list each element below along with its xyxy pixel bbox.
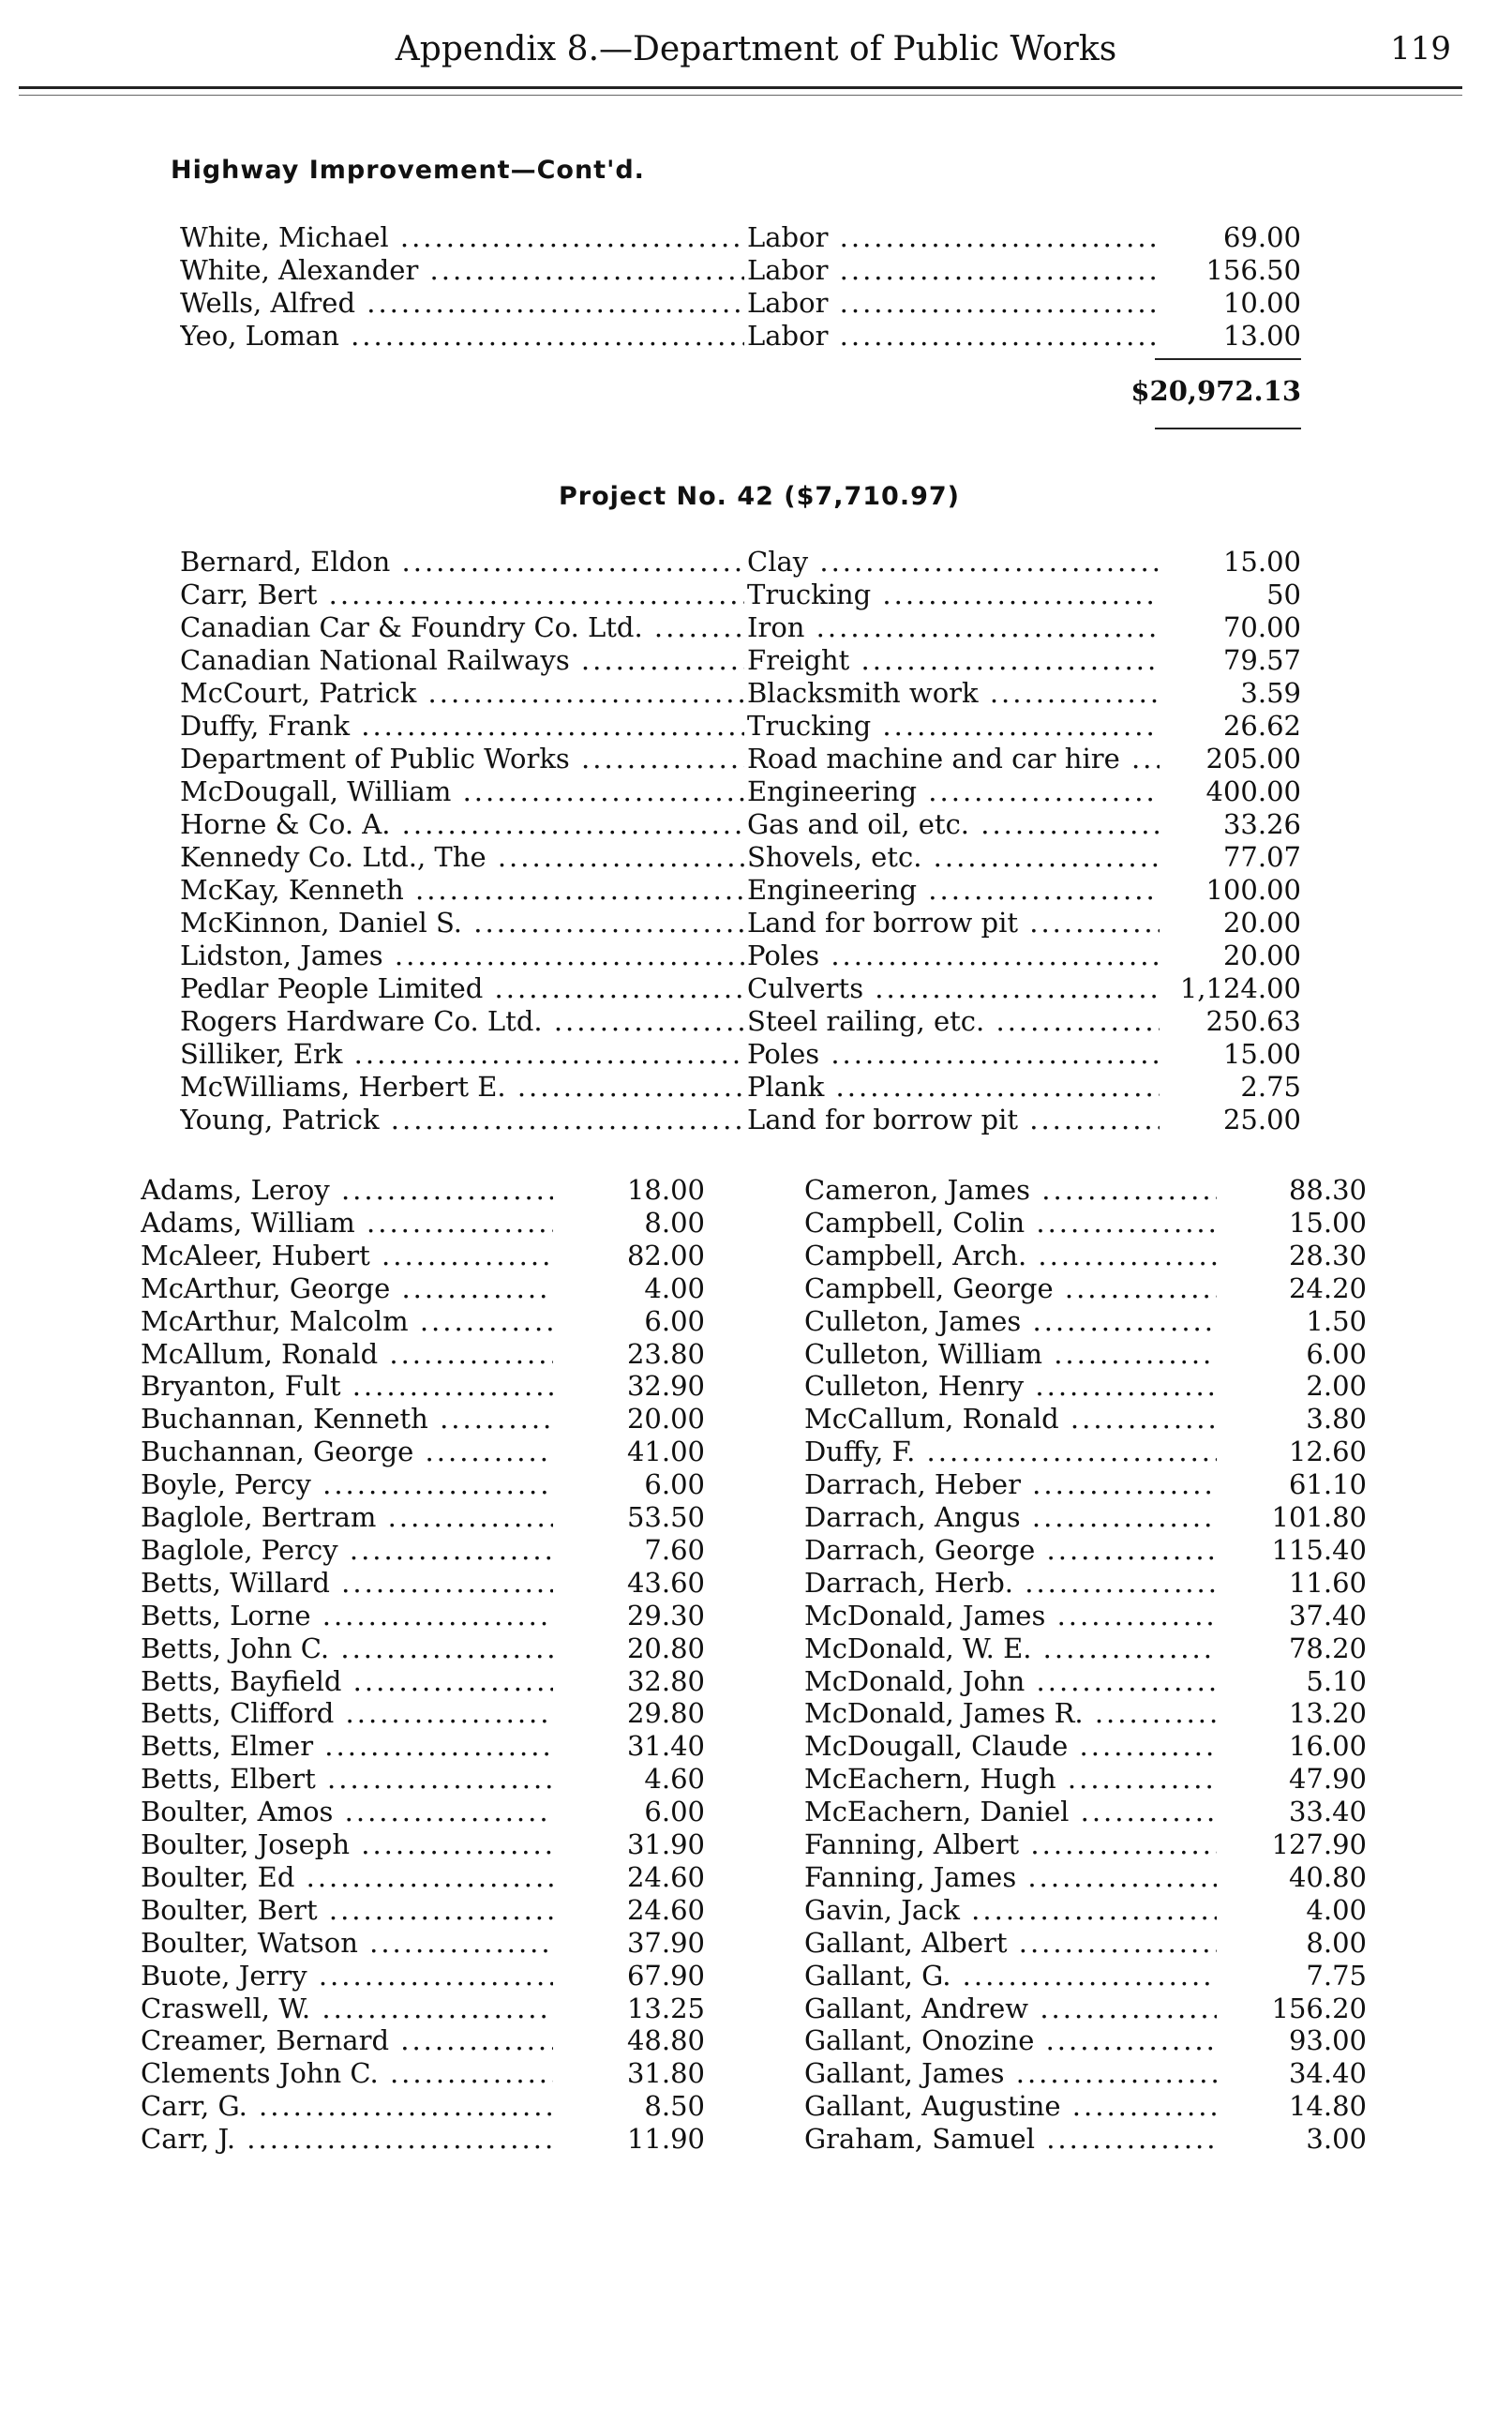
amount: 7.75 [1306,1959,1367,1992]
amount: 14.80 [1288,2090,1367,2123]
payee-name: Campbell, Colin ..... [804,1207,1217,1239]
project-row [0,841,1512,873]
amount: 15.00 [1288,1206,1367,1239]
payee-name: Buchannan, Kenneth ..... [141,1403,553,1435]
list-item [0,2123,1512,2155]
item-description: Gas and oil, etc. ..... [747,808,1160,840]
list-item [0,1174,1512,1206]
project-row [0,1038,1512,1070]
item-description: Poles ..... [747,940,1160,971]
amount: 3.00 [1306,2123,1367,2156]
list-item [0,1960,1512,1992]
item-description: Blacksmith work ..... [747,677,1160,709]
item-description: Labor ..... [747,221,1160,253]
payee-name: Canadian National Railways ..... [180,644,744,676]
item-description: Engineering ..... [747,775,1160,807]
payee-name: Fanning, Albert ..... [804,1828,1217,1860]
amount: 69.00 [1222,221,1301,253]
payee-name: McDonald, James ..... [804,1600,1217,1632]
project-row [0,611,1512,643]
amount: 33.26 [1222,808,1301,840]
amount: 127.90 [1271,1828,1367,1860]
payee-name: McEachern, Daniel ..... [804,1796,1217,1827]
payee-name: Baglole, Bertram ..... [141,1501,553,1533]
payee-name: McDougall, Claude ..... [804,1730,1217,1762]
project-row [0,546,1512,578]
amount: 11.90 [626,2123,705,2156]
amount: 12.60 [1288,1436,1367,1468]
highway-row [0,254,1512,286]
highway-row [0,287,1512,319]
amount: 8.00 [1306,1926,1367,1959]
amount: 88.30 [1288,1174,1367,1206]
list-item [0,1861,1512,1893]
payee-name: Betts, John C. ..... [141,1632,553,1664]
amount: 1.50 [1306,1304,1367,1337]
amount: 8.50 [644,2090,705,2123]
payee-name: Bernard, Eldon ..... [180,546,744,578]
amount: 23.80 [626,1337,705,1370]
payee-name: Young, Patrick ..... [180,1104,744,1135]
amount: 31.90 [626,1828,705,1860]
amount: 26.62 [1222,710,1301,742]
payee-name: Cameron, James ..... [804,1174,1217,1206]
amount: 18.00 [626,1174,705,1206]
list-item [0,1600,1512,1632]
amount: 13.00 [1222,320,1301,352]
item-description: Labor ..... [747,254,1160,286]
amount: 77.07 [1222,841,1301,873]
payee-name: Darrach, Angus ..... [804,1501,1217,1533]
list-item [0,1501,1512,1533]
list-item [0,2057,1512,2089]
payee-name: Culleton, William ..... [804,1338,1217,1370]
amount: 31.80 [626,2057,705,2090]
payee-name: Fanning, James ..... [804,1861,1217,1893]
payee-name: Pedlar People Limited ..... [180,972,744,1004]
list-item [0,1534,1512,1566]
amount: 37.90 [626,1926,705,1959]
project-row [0,743,1512,774]
payee-name: Adams, William ..... [141,1207,553,1239]
list-item [0,1403,1512,1435]
project-row [0,1071,1512,1103]
list-item [0,1436,1512,1467]
amount: 205.00 [1205,743,1301,774]
payee-name: Betts, Clifford ..... [141,1697,553,1729]
list-item [0,1567,1512,1599]
highway-row [0,221,1512,253]
payee-name: Duffy, Frank ..... [180,710,744,742]
payee-name: Boulter, Bert ..... [141,1894,553,1926]
list-item [0,1207,1512,1239]
amount: 79.57 [1222,644,1301,676]
payee-name: Boulter, Amos ..... [141,1796,553,1827]
payee-name: Creamer, Bernard ..... [141,2024,553,2056]
payee-name: Boyle, Percy ..... [141,1468,553,1500]
amount: 78.20 [1288,1632,1367,1664]
amount: 28.30 [1288,1239,1367,1271]
project-row [0,1104,1512,1135]
payee-name: McWilliams, Herbert E. ..... [180,1071,744,1103]
amount: 100.00 [1205,874,1301,906]
page-number: 119 [1390,30,1451,68]
payee-name: Adams, Leroy ..... [141,1174,553,1206]
payee-name: Gallant, Albert ..... [804,1927,1217,1959]
project-row [0,808,1512,840]
payee-name: Betts, Willard ..... [141,1567,553,1599]
list-item [0,1305,1512,1337]
payee-name: Culleton, James ..... [804,1305,1217,1337]
list-item [0,1730,1512,1762]
amount: 29.80 [626,1697,705,1730]
payee-name: McKinnon, Daniel S. ..... [180,907,744,939]
list-item [0,1338,1512,1370]
amount: 29.30 [626,1599,705,1632]
payee-name: Darrach, George ..... [804,1534,1217,1566]
amount: 47.90 [1288,1763,1367,1796]
total-rule-bottom [1155,428,1301,429]
amount: 31.40 [626,1730,705,1763]
amount: 13.20 [1288,1697,1367,1730]
amount: 101.80 [1271,1501,1367,1533]
amount: 5.10 [1306,1664,1367,1697]
payee-name: Baglole, Percy ..... [141,1534,553,1566]
item-description: Steel railing, etc. ..... [747,1005,1160,1037]
item-description: Poles ..... [747,1038,1160,1070]
payee-name: Horne & Co. A. ..... [180,808,744,840]
amount: 20.00 [1222,940,1301,971]
payee-name: Canadian Car & Foundry Co. Ltd. ..... [180,611,744,643]
payee-name: Gallant, Augustine ..... [804,2090,1217,2122]
payee-name: Betts, Bayfield ..... [141,1665,553,1697]
amount: 50 [1266,579,1301,610]
amount: 400.00 [1205,775,1301,807]
amount: 24.20 [1288,1271,1367,1304]
list-item [0,1468,1512,1500]
project-row [0,1005,1512,1037]
highway-heading: Highway Improvement—Cont'd. [171,156,645,185]
payee-name: Rogers Hardware Co. Ltd. ..... [180,1005,744,1037]
payee-name: Boulter, Ed ..... [141,1861,553,1893]
item-description: Road machine and car hire ..... [747,743,1160,774]
item-description: Plank ..... [747,1071,1160,1103]
list-item [0,1992,1512,2024]
item-description: Freight ..... [747,644,1160,676]
project-row [0,710,1512,742]
list-item [0,1894,1512,1926]
payee-name: McAllum, Ronald ..... [141,1338,553,1370]
payee-name: McDonald, James R. ..... [804,1697,1217,1729]
amount: 24.60 [626,1893,705,1926]
payee-name: Clements John C. ..... [141,2057,553,2089]
payee-name: McAleer, Hubert ..... [141,1240,553,1271]
payee-name: Betts, Elbert ..... [141,1763,553,1795]
payee-name: Department of Public Works ..... [180,743,744,774]
payee-name: Carr, G. ..... [141,2090,553,2122]
item-description: Land for borrow pit ..... [747,1104,1160,1135]
amount: 40.80 [1288,1860,1367,1893]
amount: 93.00 [1288,2024,1367,2057]
list-item [0,1763,1512,1795]
payee-name: McDonald, W. E. ..... [804,1632,1217,1664]
amount: 250.63 [1205,1005,1301,1037]
payee-name: Campbell, George ..... [804,1272,1217,1304]
payee-name: Betts, Elmer ..... [141,1730,553,1762]
list-item [0,1370,1512,1402]
item-description: Labor ..... [747,320,1160,352]
amount: 156.20 [1271,1992,1367,2024]
payee-name: Darrach, Herb. ..... [804,1567,1217,1599]
payee-name: McKay, Kenneth ..... [180,874,744,906]
amount: 53.50 [626,1501,705,1533]
project-row [0,874,1512,906]
payee-name: Gallant, G. ..... [804,1960,1217,1992]
payee-name: Buote, Jerry ..... [141,1960,553,1992]
amount: 13.25 [626,1992,705,2024]
payee-name: Yeo, Loman ..... [180,320,744,352]
list-item [0,1665,1512,1697]
amount: 115.40 [1271,1533,1367,1566]
payee-name: Gavin, Jack ..... [804,1894,1217,1926]
amount: 32.90 [626,1370,705,1403]
project-row [0,677,1512,709]
payee-name: Culleton, Henry ..... [804,1370,1217,1402]
payee-name: White, Alexander ..... [180,254,744,286]
payee-name: Wells, Alfred ..... [180,287,744,319]
amount: 4.00 [1306,1893,1367,1926]
amount: 61.10 [1288,1468,1367,1501]
payee-name: Gallant, Onozine ..... [804,2024,1217,2056]
amount: 10.00 [1222,287,1301,319]
item-description: Engineering ..... [747,874,1160,906]
item-description: Clay ..... [747,546,1160,578]
payee-name: McDonald, John ..... [804,1665,1217,1697]
payee-name: McArthur, George ..... [141,1272,553,1304]
item-description: Trucking ..... [747,710,1160,742]
amount: 156.50 [1205,254,1301,286]
payee-name: McCourt, Patrick ..... [180,677,744,709]
list-item [0,1697,1512,1729]
project-heading: Project No. 42 ($7,710.97) [559,482,961,511]
item-description: Land for borrow pit ..... [747,907,1160,939]
item-description: Culverts ..... [747,972,1160,1004]
list-item [0,1828,1512,1860]
highway-total: $20,972.13 [1130,375,1301,407]
total-rule [1155,358,1301,360]
amount: 2.00 [1306,1370,1367,1403]
amount: 7.60 [644,1533,705,1566]
amount: 15.00 [1222,1038,1301,1070]
amount: 20.80 [626,1632,705,1664]
amount: 8.00 [644,1206,705,1239]
amount: 43.60 [626,1566,705,1599]
amount: 6.00 [1306,1337,1367,1370]
payee-name: Duffy, F. ..... [804,1436,1217,1467]
amount: 37.40 [1288,1599,1367,1632]
amount: 6.00 [644,1468,705,1501]
project-row [0,940,1512,971]
amount: 24.60 [626,1860,705,1893]
header-rule-thin [19,95,1462,96]
highway-row [0,320,1512,352]
payee-name: Carr, Bert ..... [180,579,744,610]
project-row [0,907,1512,939]
amount: 32.80 [626,1664,705,1697]
payee-name: Boulter, Joseph ..... [141,1828,553,1860]
payee-name: Bryanton, Fult ..... [141,1370,553,1402]
payee-name: Darrach, Heber ..... [804,1468,1217,1500]
list-item [0,2090,1512,2122]
amount: 1,124.00 [1179,972,1301,1004]
payee-name: Buchannan, George ..... [141,1436,553,1467]
project-row [0,972,1512,1004]
payee-name: Craswell, W. ..... [141,1992,553,2024]
payee-name: McArthur, Malcolm ..... [141,1305,553,1337]
amount: 70.00 [1222,611,1301,643]
page-header-title: Appendix 8.—Department of Public Works [395,30,1117,68]
amount: 48.80 [626,2024,705,2057]
amount: 11.60 [1288,1566,1367,1599]
payee-name: White, Michael ..... [180,221,744,253]
payee-name: Gallant, Andrew ..... [804,1992,1217,2024]
payee-name: Kennedy Co. Ltd., The ..... [180,841,744,873]
payee-name: Boulter, Watson ..... [141,1927,553,1959]
payee-name: Carr, J. ..... [141,2123,553,2155]
amount: 41.00 [626,1436,705,1468]
amount: 25.00 [1222,1104,1301,1135]
item-description: Shovels, etc. ..... [747,841,1160,873]
list-item [0,2024,1512,2056]
item-description: Trucking ..... [747,579,1160,610]
header-rule [19,86,1462,89]
amount: 6.00 [644,1796,705,1828]
payee-name: McCallum, Ronald ..... [804,1403,1217,1435]
project-row [0,579,1512,610]
amount: 82.00 [626,1239,705,1271]
amount: 4.00 [644,1271,705,1304]
amount: 34.40 [1288,2057,1367,2090]
amount: 67.90 [626,1959,705,1992]
item-description: Labor ..... [747,287,1160,319]
amount: 15.00 [1222,546,1301,578]
payee-name: Betts, Lorne ..... [141,1600,553,1632]
payee-name: Silliker, Erk ..... [180,1038,744,1070]
list-item [0,1927,1512,1959]
amount: 6.00 [644,1304,705,1337]
item-description: Iron ..... [747,611,1160,643]
payee-name: McEachern, Hugh ..... [804,1763,1217,1795]
payee-name: Gallant, James ..... [804,2057,1217,2089]
payee-name: Graham, Samuel ..... [804,2123,1217,2155]
payee-name: Lidston, James ..... [180,940,744,971]
amount: 4.60 [644,1763,705,1796]
amount: 3.80 [1306,1403,1367,1436]
list-item [0,1796,1512,1827]
amount: 33.40 [1288,1796,1367,1828]
amount: 16.00 [1288,1730,1367,1763]
amount: 20.00 [626,1403,705,1436]
project-row [0,775,1512,807]
project-row [0,644,1512,676]
payee-name: McDougall, William ..... [180,775,744,807]
amount: 3.59 [1240,677,1301,709]
list-item [0,1632,1512,1664]
list-item [0,1240,1512,1271]
payee-name: Campbell, Arch. ..... [804,1240,1217,1271]
amount: 20.00 [1222,907,1301,939]
amount: 2.75 [1240,1071,1301,1103]
list-item [0,1272,1512,1304]
